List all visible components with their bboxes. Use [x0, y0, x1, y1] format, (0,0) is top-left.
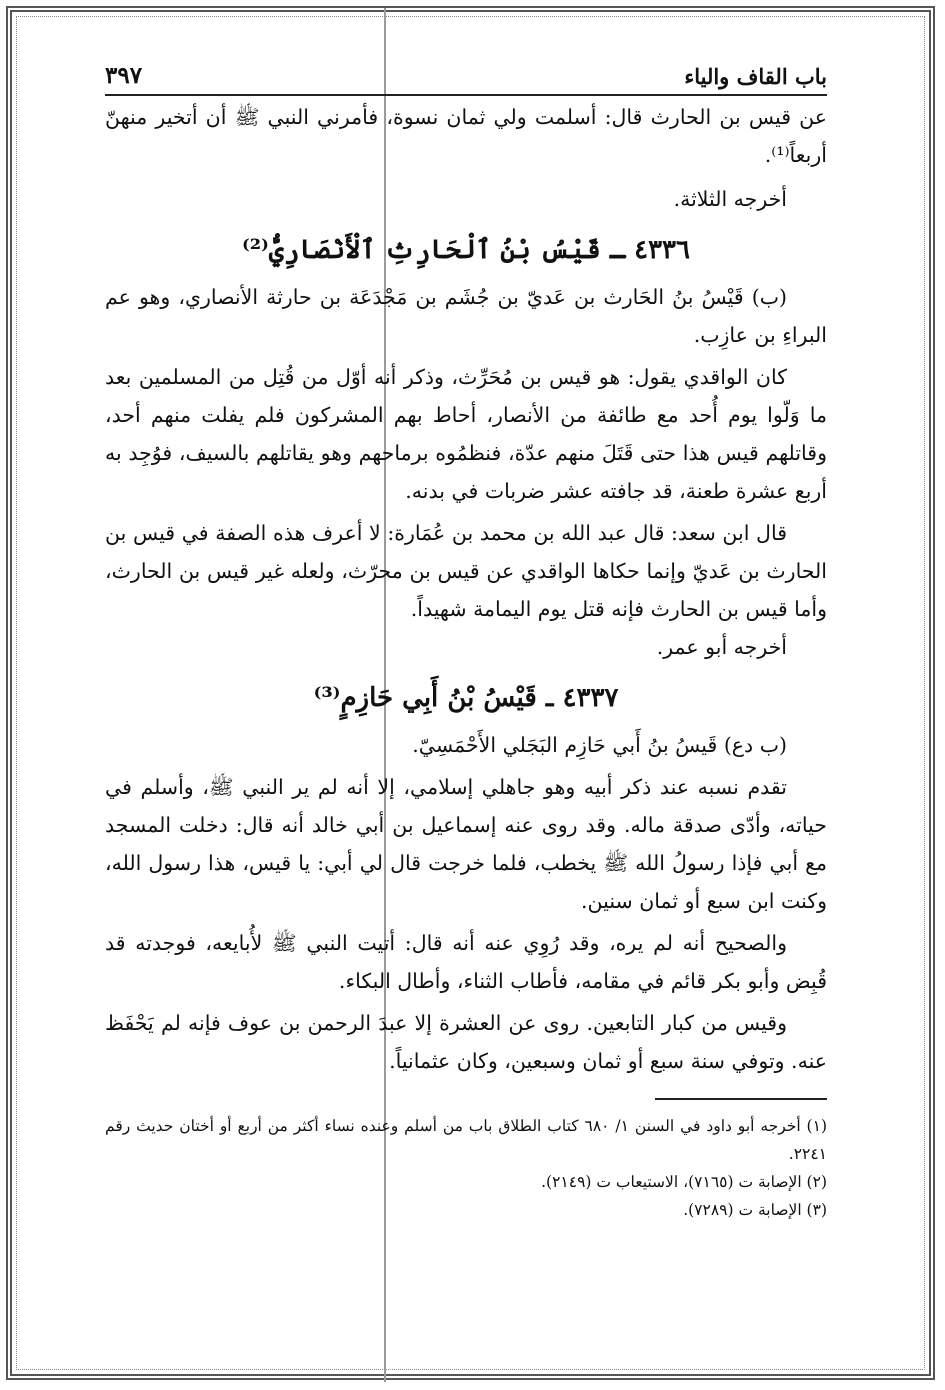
entry-title: ٤٣٣٧ ـ قَيْسُ بْنُ أَبِي حَازِمٍ⁽³⁾ — [313, 683, 619, 713]
paragraph: تقدم نسبه عند ذكر أبيه وهو جاهلي إسلامي، إلا أنه لم ير النبي ﷺ، وأسلم في حياته، وأدّى صدقة ماله. وقد روى عنه إسماعيل بن أبي خالد أنه قال: دخلت المسجد مع أبي فإذا رسولُ الله ﷺ يخطب، فلما خرجت قال لي أبي: يا قيس، هذا رسول الله، وكنت ابن سبع أو ثمان سنين. — [105, 775, 827, 913]
footnote-divider — [655, 1098, 827, 1100]
footnote: (٣) الإصابة ت (٧٢٨٩). — [683, 1201, 827, 1219]
page-number: ٣٩٧ — [105, 62, 143, 89]
running-header — [105, 60, 827, 96]
paragraph: عن قيس بن الحارث قال: أسلمت ولي ثمان نسوة، فأمرني النبي ﷺ أن أتخير منهنّ أربعاً⁽¹⁾. — [105, 105, 827, 167]
paragraph: (ب دع) قَيسُ بنُ أَبي حَازِم البَجَلي الأَحْمَسِيّ. — [412, 733, 787, 757]
chapter-title: باب القاف والياء — [684, 64, 827, 89]
paragraph: أخرجه الثلاثة. — [673, 187, 787, 211]
paragraph: وقيس من كبار التابعين. روى عن العشرة إلا عبدَ الرحمن بن عوف فإنه لم يَحْفَظ عنه. وتوفي سنة سبع أو ثمان وسبعين، وكان عثمانياً. — [105, 1011, 827, 1073]
footnote: (١) أخرجه أبو داود في السنن ١/ ٦٨٠ كتاب الطلاق باب من أسلم وعنده نساء أكثر من أربع أو أختان حديث رقم ٢٢٤١. — [105, 1117, 827, 1163]
footnote: (٢) الإصابة ت (٧١٦٥)، الاستيعاب ت (٢١٤٩). — [541, 1173, 827, 1191]
book-page — [105, 60, 827, 1330]
entry-title: ٤٣٣٦ ـ قَيْسُ بْنُ ٱلْحَارِثِ ٱلْأَنْصَارِيُّ⁽²⁾ — [242, 235, 690, 265]
paragraph: كان الواقدي يقول: هو قيس بن مُحَرِّث، وذكر أنه أوّل من قُتِل من المسلمين بعد ما وَلّوا يوم أُحد مع طائفة من الأنصار، أحاط بهم المشركون فلم يفلت منهم أحد، وقاتلهم قيس هذا حتى قَتَلَ منهم عدّة، فنظمُوه برماحهم وهو يقاتلهم بالسيف، فوُجِد به أربع عشرة طعنة، قد جافته عشر ضربات في بدنه. — [105, 365, 827, 503]
paragraph: والصحيح أنه لم يره، وقد رُوِي عنه أنه قال: أتيت النبي ﷺ لأُبايعه، فوجدته قد قُبِض وأبو بكر قائم في مقامه، فأطاب الثناء، وأطال البكاء. — [105, 931, 827, 993]
paragraph: (ب) قَيْسُ بنُ الحَارث بن عَديّ بن جُشَم بن مَجْدَعَة بن حارثة الأنصاري، وهو عم البراءِ بن عازِب. — [105, 285, 827, 347]
paragraph: قال ابن سعد: قال عبد الله بن محمد بن عُمَارة: لا أعرف هذه الصفة في قيس بن الحارث بن عَديّ وإنما حكاها الواقدي عن قيس بن محرّث، ولعله غير قيس بن الحارث، وأما قيس بن الحارث فإنه قتل يوم اليمامة شهيداً. — [105, 521, 827, 621]
paragraph: أخرجه أبو عمر. — [656, 635, 787, 659]
